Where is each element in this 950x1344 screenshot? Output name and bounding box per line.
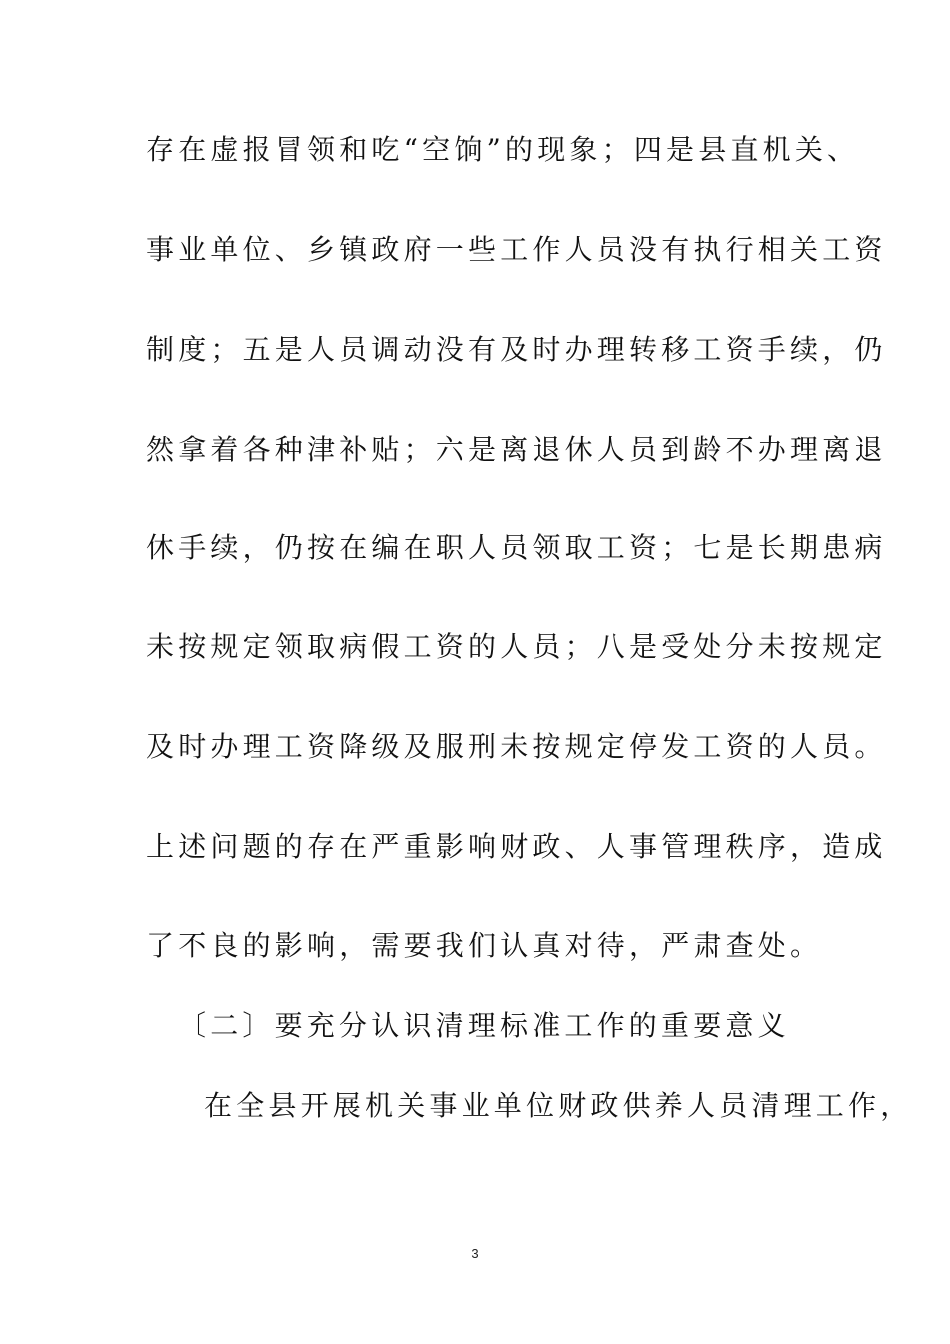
body-text-line: 事业单位、乡镇政府一些工作人员没有执行相关工资 (146, 233, 887, 266)
section-heading: 〔二〕要充分认识清理标准工作的重要意义 (178, 1009, 790, 1042)
body-text-line: 存在虚报冒领和吃“空饷”的现象；四是县直机关、 (146, 133, 860, 166)
body-text-line: 未按规定领取病假工资的人员；八是受处分未按规定 (146, 630, 887, 663)
body-text-line: 然拿着各种津补贴；六是离退休人员到龄不办理离退 (146, 433, 887, 466)
body-text-line: 休手续，仍按在编在职人员领取工资；七是长期患病 (146, 531, 887, 564)
body-text-line: 制度；五是人员调动没有及时办理转移工资手续，仍 (146, 333, 887, 366)
page-number: 3 (471, 1246, 479, 1261)
body-text-line: 了不良的影响，需要我们认真对待，严肃查处。 (146, 929, 823, 962)
paragraph-first-line: 在全县开展机关事业单位财政供养人员清理工作， (204, 1089, 913, 1122)
body-text-line: 及时办理工资降级及服刑未按规定停发工资的人员。 (146, 730, 887, 763)
body-text-line: 上述问题的存在严重影响财政、人事管理秩序，造成 (146, 830, 887, 863)
